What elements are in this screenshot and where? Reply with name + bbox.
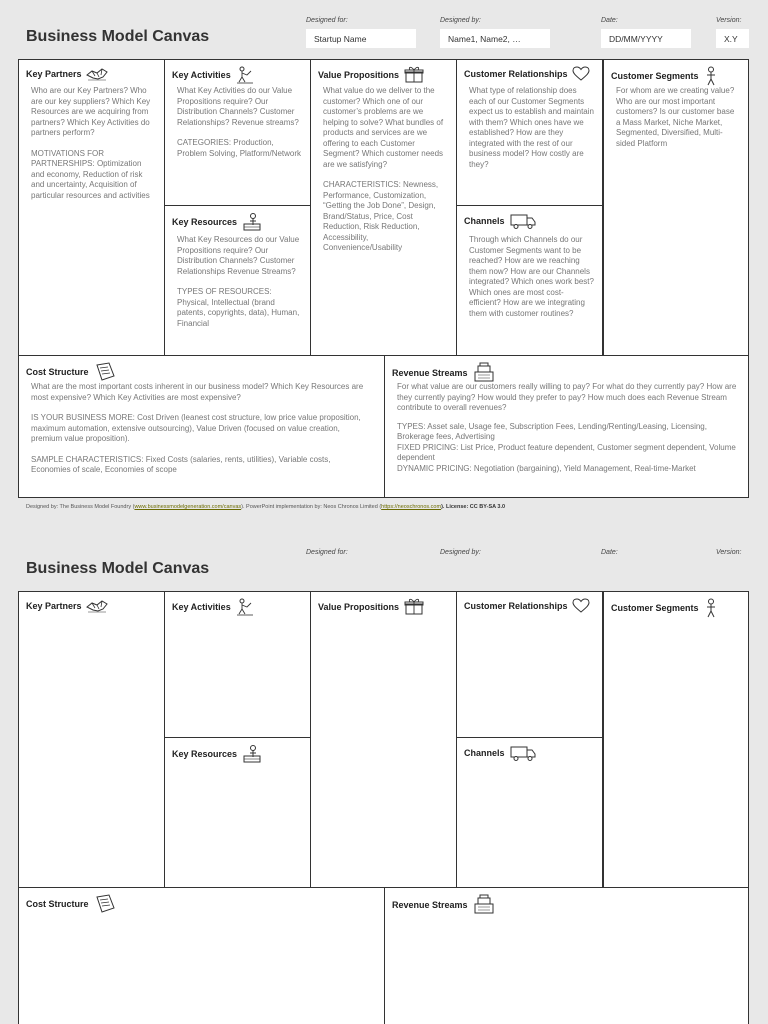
truck-icon bbox=[509, 212, 537, 230]
cost-structure-characteristics: SAMPLE CHARACTERISTICS: Fixed Costs (salaries, rents, utilities), Variable costs, Economies of scale, Economies of scope bbox=[31, 454, 331, 474]
gift-icon bbox=[403, 598, 425, 616]
key-activities-text: What Key Activities do our Value Propositions require? Our Distribution Channels? Customer Relationships? Revenue streams? bbox=[177, 86, 299, 127]
date-label: Date: bbox=[601, 549, 618, 556]
revenue-streams-block[interactable] bbox=[385, 887, 748, 1024]
key-resources-text: What Key Resources do our Value Propositions require? Our Distribution Channels? Customer Relationships Revenue Streams? bbox=[177, 235, 300, 276]
key-resources-block[interactable] bbox=[165, 206, 311, 355]
key-partners-block[interactable] bbox=[19, 60, 165, 355]
revenue-streams-types: TYPES: Asset sale, Usage fee, Subscription Fees, Lending/Renting/Leasing, Licensing, Brokerage fees, Advertising bbox=[397, 421, 707, 441]
customer-relationships-block[interactable] bbox=[457, 592, 603, 738]
business-model-canvas bbox=[18, 59, 749, 498]
truck-icon bbox=[509, 744, 537, 762]
version-field[interactable]: X.Y bbox=[716, 29, 749, 48]
designed-for-label: Designed for: bbox=[306, 17, 348, 24]
customer-segments-title: Customer Segments bbox=[611, 603, 699, 613]
handshake-icon bbox=[86, 598, 108, 614]
businessmodelgeneration-link[interactable]: www.businessmodelgeneration.com/canvas bbox=[134, 504, 242, 510]
canvas-page-blank bbox=[0, 532, 768, 1024]
version-label: Version: bbox=[716, 549, 742, 556]
key-activities-block[interactable] bbox=[165, 592, 311, 738]
customer-segments-text: For whom are we creating value? Who are our most important customers? Is our customer base a Mass Market, Niche Market, Segmented, Diversified, Multi-sided Platform bbox=[616, 86, 735, 148]
designed-by-field[interactable]: Name1, Name2, … bbox=[440, 29, 550, 48]
worker-icon bbox=[235, 66, 255, 84]
page-title: Business Model Canvas bbox=[26, 560, 210, 577]
handshake-icon bbox=[86, 66, 108, 82]
neoschronos-link[interactable]: https://neoschronos.com bbox=[381, 504, 442, 510]
channels-title: Channels bbox=[464, 216, 505, 226]
key-partners-motivations: MOTIVATIONS FOR PARTNERSHIPS: Optimization and economy, Reduction of risk and uncertainty, Acquisition of particular resources and activities bbox=[31, 148, 150, 200]
value-propositions-title: Value Propositions bbox=[318, 70, 400, 80]
channels-text: Through which Channels do our Customer Segments want to be reached? How are we reaching them now? How are our Channels integrated? Which ones work best? Which ones are most cost-efficient? How are we integrating them with customer routines? bbox=[469, 235, 594, 318]
value-propositions-characteristics: CHARACTERISTICS: Newness, Performance, Customization, “Getting the Job Done”, Design, Brand/Status, Price, Cost Reduction, Risk Reduction, Accessibility, Convenience/Usability bbox=[323, 180, 439, 252]
customer-relationships-block[interactable] bbox=[457, 60, 603, 206]
revenue-streams-dynamic-pricing: DYNAMIC PRICING: Negotiation (bargaining), Yield Management, Real-time-Market bbox=[397, 463, 696, 473]
key-activities-block[interactable] bbox=[165, 60, 311, 206]
channels-block[interactable] bbox=[457, 738, 603, 887]
heart-icon bbox=[572, 598, 590, 614]
key-resources-title: Key Resources bbox=[172, 217, 238, 227]
key-resources-title: Key Resources bbox=[172, 749, 238, 759]
key-activities-categories: CATEGORIES: Production, Problem Solving, Platform/Network bbox=[177, 138, 302, 158]
key-partners-block[interactable] bbox=[19, 592, 165, 887]
revenue-streams-title: Revenue Streams bbox=[392, 900, 468, 910]
cash-register-icon bbox=[472, 894, 496, 916]
revenue-streams-block[interactable] bbox=[385, 355, 748, 497]
key-partners-text: Who are our Key Partners? Who are our key suppliers? Which Key Resources are we acquiring from partners? Which Key Activities do partners perform? bbox=[31, 86, 151, 137]
key-partners-title: Key Partners bbox=[26, 69, 82, 79]
business-model-canvas-blank bbox=[18, 591, 749, 1024]
customer-segments-block[interactable] bbox=[603, 592, 748, 887]
customer-relationships-text: What type of relationship does each of our Customer Segments expect us to establish and maintain with them? Which ones have we established? How are they integrated with the rest of our business model? How costly are they? bbox=[469, 86, 594, 169]
price-tag-icon bbox=[93, 894, 117, 914]
designed-for-field[interactable]: Startup Name bbox=[306, 29, 416, 48]
key-activities-title: Key Activities bbox=[172, 602, 231, 612]
revenue-streams-text: For what value are our customers really willing to pay? For what do they currently pay? How are they currently paying? How would they prefer to pay? How much does each Revenue Stream contribute to overall revenues? bbox=[397, 382, 737, 412]
channels-title: Channels bbox=[464, 748, 505, 758]
value-propositions-block[interactable] bbox=[311, 60, 457, 355]
date-label: Date: bbox=[601, 17, 618, 24]
customer-relationships-title: Customer Relationships bbox=[464, 69, 568, 79]
price-tag-icon bbox=[93, 362, 117, 382]
revenue-streams-title: Revenue Streams bbox=[392, 368, 468, 378]
value-propositions-block[interactable] bbox=[311, 592, 457, 887]
person-icon bbox=[703, 66, 719, 86]
factory-worker-icon bbox=[241, 212, 263, 232]
person-icon bbox=[703, 598, 719, 618]
cost-structure-text: What are the most important costs inherent in our business model? Which Key Resources are most expensive? Which Key Activities are most expensive? bbox=[31, 382, 364, 402]
cost-structure-title: Cost Structure bbox=[26, 899, 89, 909]
license-text: ). License: CC BY-SA 3.0 bbox=[441, 504, 506, 510]
channels-block[interactable] bbox=[457, 206, 603, 355]
cost-structure-business-type: IS YOUR BUSINESS MORE: Cost Driven (leanest cost structure, low price value proposition, maximum automation, extensive outsourcing), Value Driven (focused on value creation, premium value proposition). bbox=[31, 413, 361, 443]
customer-relationships-title: Customer Relationships bbox=[464, 601, 568, 611]
designed-by-label: Designed by: bbox=[440, 17, 481, 24]
page-title: Business Model Canvas bbox=[26, 28, 210, 45]
cash-register-icon bbox=[472, 362, 496, 384]
version-label: Version: bbox=[716, 17, 742, 24]
value-propositions-title: Value Propositions bbox=[318, 602, 400, 612]
key-resources-block[interactable] bbox=[165, 738, 311, 887]
key-activities-title: Key Activities bbox=[172, 70, 231, 80]
value-propositions-text: What value do we deliver to the customer? Which one of our customer’s problems are we helping to solve? What bundles of products and services are we offering to each Customer Segment? Which customer needs are we satisfying? bbox=[323, 86, 444, 169]
key-partners-title: Key Partners bbox=[26, 601, 82, 611]
factory-worker-icon bbox=[241, 744, 263, 764]
date-field[interactable]: DD/MM/YYYY bbox=[601, 29, 691, 48]
designed-for-label: Designed for: bbox=[306, 549, 348, 556]
cost-structure-block[interactable] bbox=[19, 887, 385, 1024]
cost-structure-title: Cost Structure bbox=[26, 367, 89, 377]
worker-icon bbox=[235, 598, 255, 616]
gift-icon bbox=[403, 66, 425, 84]
designed-by-label: Designed by: bbox=[440, 549, 481, 556]
heart-icon bbox=[572, 66, 590, 82]
cost-structure-block[interactable] bbox=[19, 355, 385, 497]
customer-segments-title: Customer Segments bbox=[611, 71, 699, 81]
revenue-streams-fixed-pricing: FIXED PRICING: List Price, Product feature dependent, Customer segment dependent, Volume dependent bbox=[397, 442, 736, 462]
attribution-footer: Designed by: The Business Model Foundry (www.businessmodelgeneration.com/canvas). PowerPoint implementation by: Neos Chronos Limited (https://neoschronos.com). License: CC BY-SA 3.0 bbox=[26, 504, 506, 510]
key-resources-types: TYPES OF RESOURCES: Physical, Intellectual (brand patents, copyrights, data), Human, Financial bbox=[177, 287, 300, 328]
customer-segments-block[interactable] bbox=[603, 60, 748, 355]
